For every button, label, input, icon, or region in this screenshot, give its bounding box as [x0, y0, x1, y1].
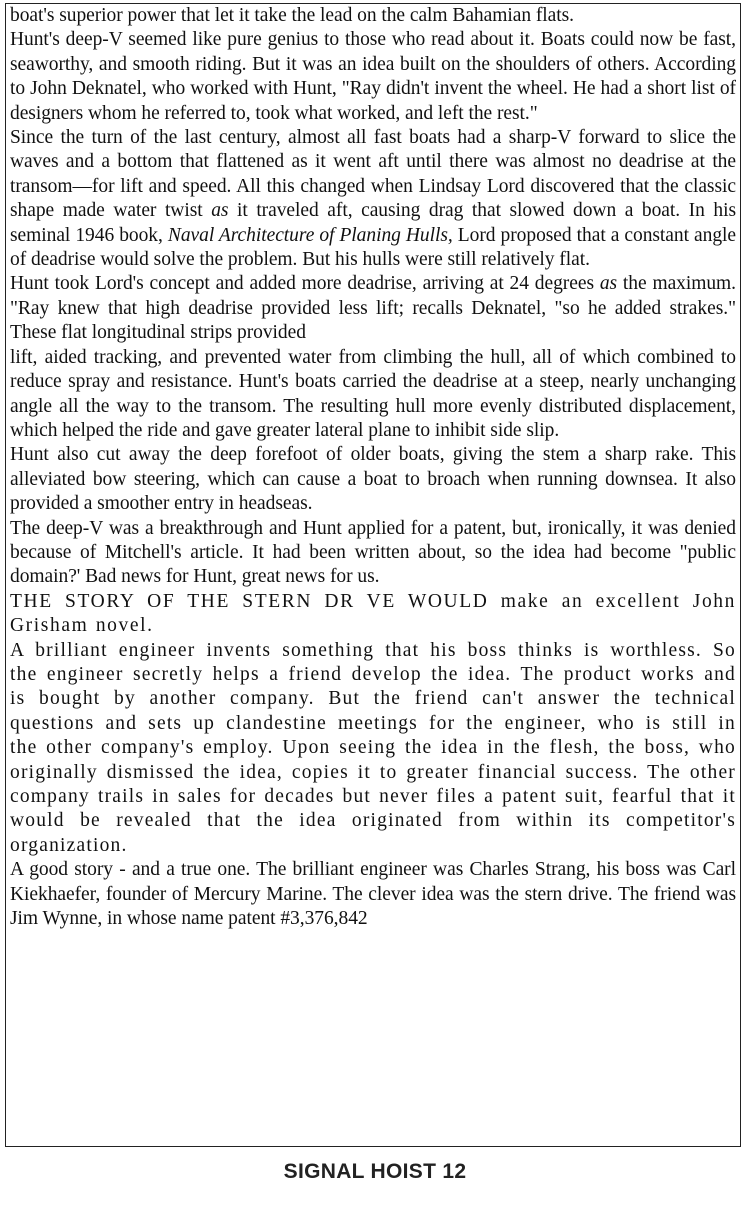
paragraph	[10, 126, 736, 272]
paragraph-text: Lord proposed that a constant angle of deadrise would solve the problem. But his hulls were still relatively flat.	[10, 224, 736, 271]
book-title: Naval Architecture of Planing Hulls,	[167, 224, 453, 246]
italic-text: as	[599, 273, 618, 295]
article-text-frame	[5, 3, 741, 1147]
paragraph: Hunt's deep-V seemed like pure genius to those who read about it. Boats could now be fast, seaworthy, and smooth riding. But it was an idea built on the shoulders of others. According to John Deknatel, who worked with Hunt, "Ray didn't invent the wheel. He had a short list of designers whom he referred to, took what worked, and left the rest."	[10, 29, 736, 124]
paragraph-text: the maximum. "Ray knew that high deadrise provided less lift; recalls Deknatel, "so he added strakes." These flat longitudinal strips provided	[10, 273, 737, 344]
italic-text: as	[211, 200, 229, 222]
paragraph-text: Hunt took Lord's concept and added more deadrise, arriving at 24 degrees	[10, 273, 600, 295]
paragraph-text: Since the turn of the last century, almost all fast boats had a sharp-V forward to slice the waves and a bottom that flattened as it went aft until there was almost no deadrise at the transom—for lift and speed. All this changed when Lindsay Lord discovered that the classic shape made water twist	[10, 127, 736, 222]
paragraph: A brilliant engineer invents something that his boss thinks is worthless. So the engineer secretly helps a friend develop the idea. The product works and is bought by another company. But the friend can't answer the technical questions and sets up clandestine meetings for the engineer, who is still in the other company's employ. Upon seeing the idea in the flesh, the boss, who originally dismissed the idea, copies it to greater financial success. The other company trails in sales for decades but never files a patent suit, fearful that it would be revealed that the idea originated from within its competitor's organization.	[10, 639, 736, 856]
paragraph: The deep-V was a breakthrough and Hunt applied for a patent, but, ironically, it was denied because of Mitchell's article. It had been written about, so the idea had become "public domain?' Bad news for Hunt, great news for us.	[10, 517, 736, 588]
paragraph: boat's superior power that let it take the lead on the calm Bahamian flats.	[10, 5, 574, 26]
paragraph-text: it traveled aft, causing drag that slowed down a boat. In his seminal 1946 book,	[10, 200, 736, 246]
page-footer: SIGNAL HOIST 12	[283, 1160, 467, 1183]
paragraph: A good story - and a true one. The brilliant engineer was Charles Strang, his boss was Carl Kiekhaefer, founder of Mercury Marine. The clever idea was the stern drive. The friend was Jim Wynne, in whose name patent #3,376,842	[10, 859, 736, 930]
section-lead-in: THE STORY OF THE STERN DR VE WOULD make an excellent John Grisham novel.	[10, 590, 736, 637]
paragraph: Hunt also cut away the deep forefoot of older boats, giving the stem a sharp rake. This alleviated bow steering, which can cause a boat to broach when running downsea. It also provided a smoother entry in headseas.	[10, 444, 736, 515]
paragraph: lift, aided tracking, and prevented water from climbing the hull, all of which combined to reduce spray and resistance. Hunt's boats carried the deadrise at a steep, nearly unchanging angle all the way to the transom. The resulting hull more evenly distributed displacement, which helped the ride and gave greater lateral plane to inhibit side slip.	[10, 346, 736, 441]
paragraph	[10, 272, 736, 345]
